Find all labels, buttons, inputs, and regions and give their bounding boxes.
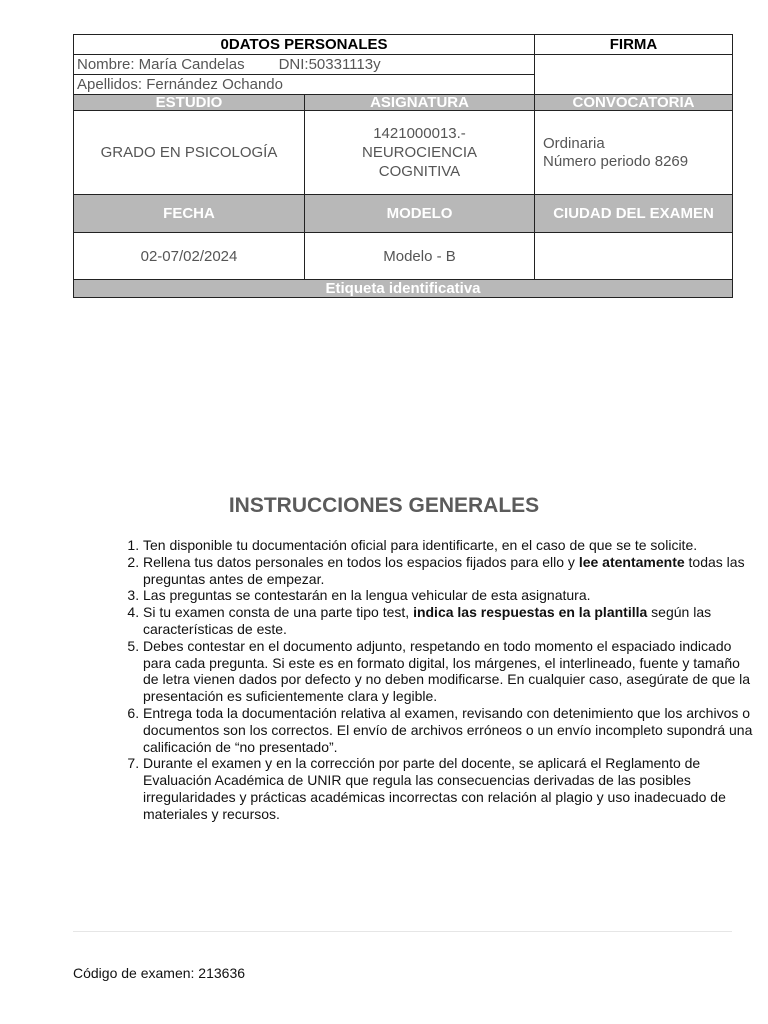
asignatura-line-1: 1421000013.- [373, 125, 466, 142]
dni-value: DNI:50331113y [278, 56, 381, 73]
convocatoria-label: CONVOCATORIA [535, 95, 733, 111]
nombre-value: Nombre: María Candelas [77, 56, 245, 73]
list-item: 3. Las preguntas se contestarán en la lengua vehicular de esta asignatura. [143, 587, 755, 604]
asignatura-line-2: NEUROCIENCIA [362, 144, 478, 161]
firma-title: FIRMA [535, 35, 733, 55]
instructions-list [116, 537, 755, 823]
fecha-value: 02-07/02/2024 [74, 233, 305, 280]
convocatoria-line-1: Ordinaria [543, 134, 605, 152]
instruction-text: todas las preguntas antes de empezar. [143, 553, 745, 587]
exam-header-table [73, 34, 733, 298]
apellidos-field: Apellidos: Fernández Ochando [74, 75, 535, 95]
datos-personales-title: 0DATOS PERSONALES [74, 35, 535, 55]
instruction-emphasis: lee atentamente [578, 553, 685, 570]
asignatura-value [305, 111, 535, 195]
ciudad-label: CIUDAD DEL EXAMEN [535, 195, 733, 233]
ciudad-value [535, 233, 733, 280]
list-item: 5. Debes contestar en el documento adjunto, respetando en todo momento el espaciado indicado para cada pregunta. Si este es en formato digital, los márgenes, el interlineado, fuente y tamaño de letra vienen dados por defecto y no deben modificarse. En cualquier caso, asegúrate de que la presentación es suficientemente clara y legible. [143, 638, 755, 705]
instruction-text: según las características de este. [143, 604, 712, 637]
firma-box [535, 55, 733, 95]
estudio-label: ESTUDIO [74, 95, 305, 111]
nombre-field [74, 55, 535, 75]
modelo-label: MODELO [305, 195, 535, 233]
asignatura-label: ASIGNATURA [305, 95, 535, 111]
instruction-text: Si tu examen consta de una parte tipo test, [143, 604, 414, 621]
etiqueta-identificativa-label: Etiqueta identificativa [74, 280, 733, 298]
list-item: 6. Entrega toda la documentación relativa al examen, revisando con detenimiento que los archivos o documentos son los correctos. El envío de archivos erróneos o un envío incompleto supondrá una calificación de “no presentado”. [143, 705, 755, 755]
list-item [143, 604, 755, 638]
exam-code: Código de examen: 213636 [73, 965, 246, 981]
fecha-label: FECHA [74, 195, 305, 233]
list-item: 7. Durante el examen y en la corrección por parte del docente, se aplicará el Reglamento de Evaluación Académica de UNIR que regula las consecuencias derivadas de las posibles irregularidades y prácticas académicas incorrectas con relación al plagio y uso inadecuado de materiales y recursos. [143, 755, 755, 822]
instruction-emphasis: indica las respuestas en la plantilla [413, 604, 648, 621]
asignatura-line-3: COGNITIVA [378, 163, 461, 180]
estudio-value: GRADO EN PSICOLOGÍA [74, 111, 305, 195]
convocatoria-line-2: Número periodo 8269 [543, 152, 689, 170]
list-item: 1. Ten disponible tu documentación oficial para identificarte, en el caso de que se te solicite. [143, 537, 755, 554]
instructions-title: INSTRUCCIONES GENERALES [228, 494, 540, 517]
list-item [143, 554, 755, 588]
instruction-text: Rellena tus datos personales en todos los espacios fijados para ello y [143, 553, 579, 570]
convocatoria-value [535, 111, 733, 195]
footer-divider [73, 931, 732, 932]
modelo-value: Modelo - B [305, 233, 535, 280]
